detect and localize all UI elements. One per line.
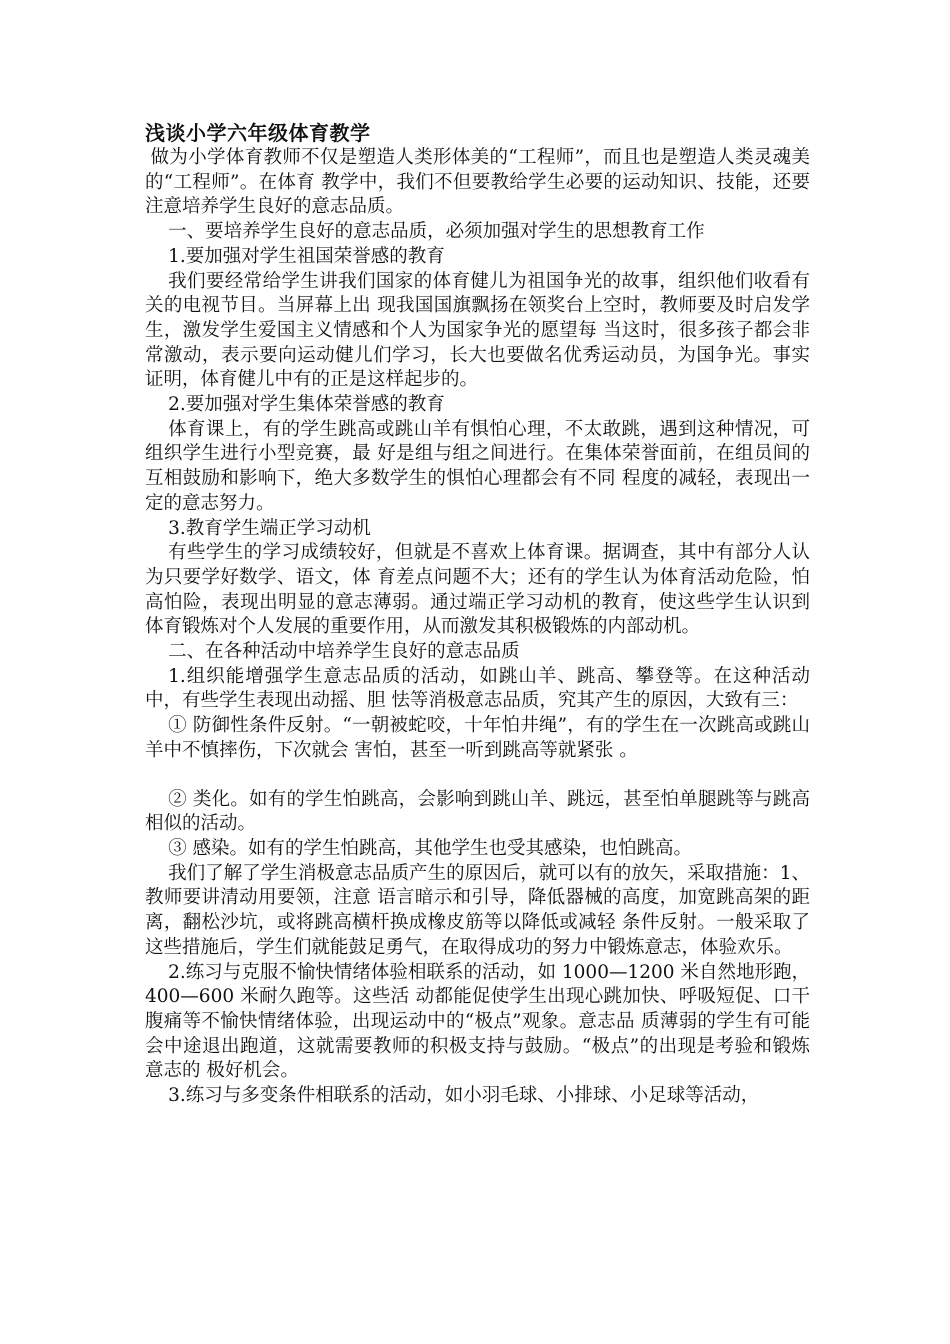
subheading-1-1: 1.要加强对学生祖国荣誉感的教育 xyxy=(168,245,445,267)
subheading-2-2: 2.练习与克服不愉快情绪体验相联系的活动，如 1000—1200 米自然地形跑，400—600 米耐久跑等。这些活 动都能促使学生出现心跳加快、呼吸短促、口干腹痛等不愉快情绪体验，出现运动中的“极点”观象。意志品 质薄弱的学生有可能会中途退出跑道，这就需要教师的积极支持与鼓励。“极点”的出现是考验和锻炼意志的 极好机会。 xyxy=(145,961,810,1082)
paragraph: 我们了解了学生消极意志品质产生的原因后，就可以有的放矢，采取措施：1、教师要讲清动用要领，注意 语言暗示和引导，降低器械的高度，加宽跳高架的距离，翻松沙坑，或将跳高横杆换成橡皮筋等以降低或减轻 条件反射。一般采取了这些措施后，学生们就能鼓足勇气，在取得成功的努力中锻炼意志，体验欢乐。 xyxy=(145,862,810,958)
paragraph: 体育课上，有的学生跳高或跳山羊有惧怕心理，不太敢跳，遇到这种情况，可组织学生进行小型竞赛，最 好是组与组之间进行。在集体荣誉面前，在组员间的互相鼓励和影响下，绝大多数学生的惧怕心理都会有不同 程度的减轻，表现出一定的意志努力。 xyxy=(145,418,810,514)
paragraph: 有些学生的学习成绩较好，但就是不喜欢上体育课。据调查，其中有部分人认为只要学好数学、语文，体 育差点问题不大；还有的学生认为体育活动危险，怕高怕险，表现出明显的意志薄弱。通过端正学习动机的教育，使这些学生认识到体育锻炼对个人发展的重要作用，从而激发其积极锻炼的内部动机。 xyxy=(145,542,810,638)
list-item: ① 防御性条件反射。“一朝被蛇咬，十年怕井绳”，有的学生在一次跳高或跳山羊中不慎摔伤，下次就会 害怕，甚至一听到跳高等就紧张 。 xyxy=(145,715,810,761)
paragraph: 我们要经常给学生讲我们国家的体育健儿为祖国争光的故事，组织他们收看有关的电视节目。当屏幕上出 现我国国旗飘扬在领奖台上空时，教师要及时启发学生，激发学生爱国主义情感和个人为国家争光的愿望每 当这时，很多孩子都会非常激动，表示要向运动健儿们学习，长大也要做名优秀运动员，为国争光。事实证明，体育健儿中有的正是这样起步的。 xyxy=(145,270,810,391)
subheading-1-2: 2.要加强对学生集体荣誉感的教育 xyxy=(168,394,445,416)
blank-line xyxy=(145,764,810,788)
document-body xyxy=(145,120,810,1109)
document-title: 浅谈小学六年级体育教学 xyxy=(145,121,371,145)
subheading-2-1: 1.组织能增强学生意志品质的活动，如跳山羊、跳高、攀登等。在这种活动中，有些学生表现出动摇、胆 怯等消极意志品质，究其产生的原因，大致有三： xyxy=(145,665,810,712)
intro-paragraph: 做为小学体育教师不仅是塑造人类形体美的“工程师”，而且也是塑造人类灵魂美的“工程师”。在体育 教学中，我们不但要教给学生必要的运动知识、技能，还要注意培养学生良好的意志品质。 xyxy=(145,147,810,218)
list-item: ③ 感染。如有的学生怕跳高，其他学生也受其感染，也怕跳高。 xyxy=(168,837,693,859)
section-heading-1: 一、要培养学生良好的意志品质，必须加强对学生的思想教育工作 xyxy=(168,221,705,243)
section-heading-2: 二、在各种活动中培养学生良好的意志品质 xyxy=(168,641,520,663)
subheading-1-3: 3.教育学生端正学习动机 xyxy=(168,517,371,539)
list-item: ② 类化。如有的学生怕跳高，会影响到跳山羊、跳远，甚至怕单腿跳等与跳高相似的活动。 xyxy=(145,788,810,835)
subheading-2-3: 3.练习与多变条件相联系的活动，如小羽毛球、小排球、小足球等活动， xyxy=(168,1085,760,1107)
